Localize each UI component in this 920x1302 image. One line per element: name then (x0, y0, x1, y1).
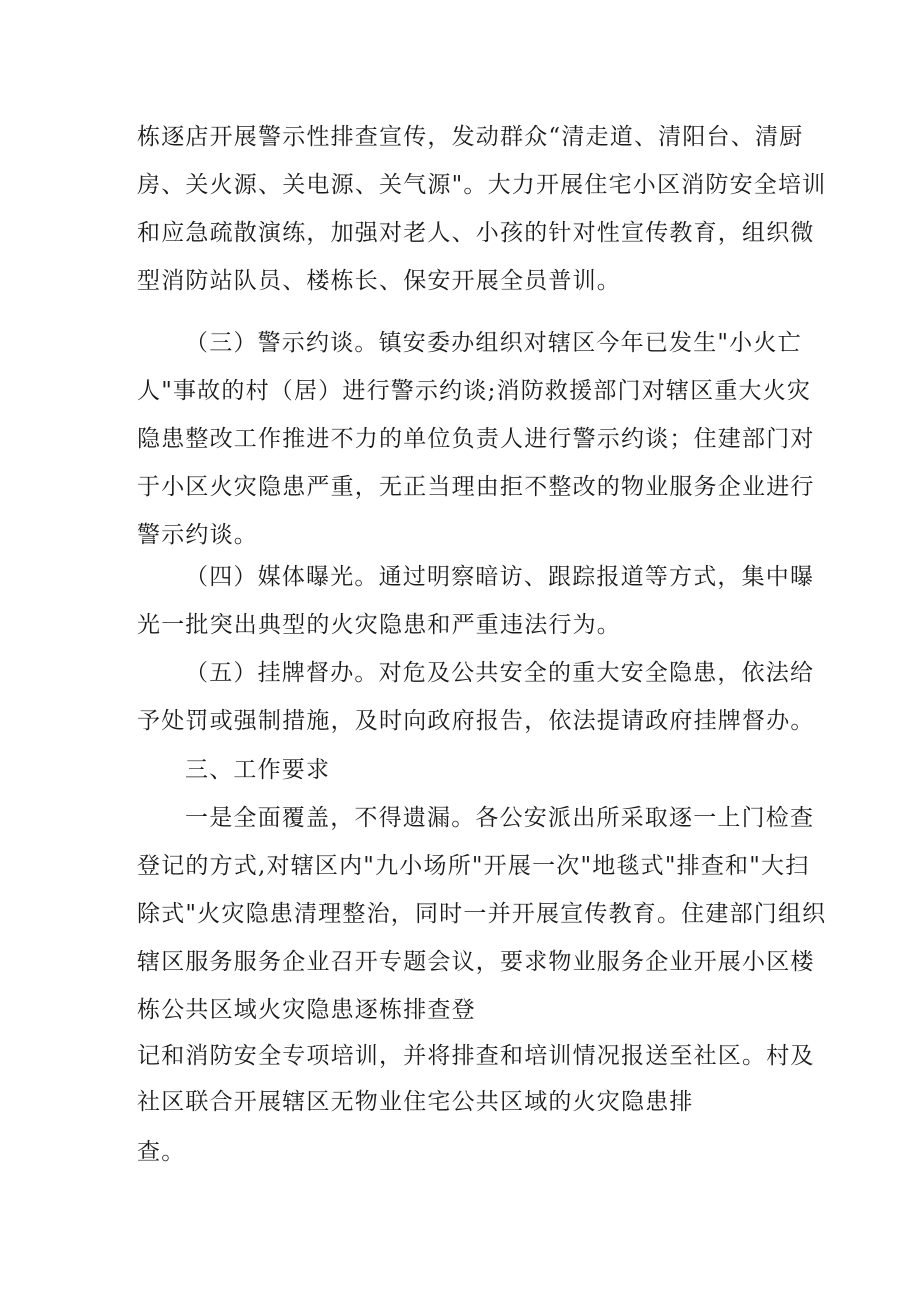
text-line: 警示约谈。 (137, 522, 258, 548)
text-line: 除式"火灾隐患清理整治，同时一并开展宣传教育。住建部门组织 (137, 901, 827, 927)
text-line: 于小区火灾隐患严重，无正当理由拒不整改的物业服务企业进行 (137, 474, 815, 500)
paragraph-start-line: 一是全面覆盖，不得遗漏。各公安派出所采取逐一上门检查 (185, 805, 815, 831)
text-line: 记和消防安全专项培训，并将排查和培训情况报送至社区。村及 (137, 1043, 815, 1069)
text-line: 房、关火源、关电源、关气源"。大力开展住宅小区消防安全培训 (137, 172, 827, 198)
text-line: 栋逐店开展警示性排查宣传，发动群众“清走道、清阳台、清厨 (137, 124, 804, 150)
paragraph-start-line: （三）警示约谈。镇安委办组织对辖区今年已发生"小火亡 (185, 330, 802, 356)
paragraph-start-line: （四）媒体曝光。通过明察暗访、跟踪报道等方式，集中曝 (185, 564, 815, 590)
paragraph-start-line: （五）挂牌督办。对危及公共安全的重大安全隐患，依法给 (185, 660, 815, 686)
text-line: 栋公共区域火灾隐患逐栋排查登 (137, 997, 476, 1023)
text-line: 辖区服务服务企业召开专题会议，要求物业服务企业开展小区楼 (137, 949, 815, 975)
text-line: 予处罚或强制措施，及时向政府报告，依法提请政府挂牌督办。 (137, 708, 815, 734)
text-line: 人"事故的村（居）进行警示约谈;消防救援部门对辖区重大火灾 (137, 378, 812, 404)
text-line: 登记的方式,对辖区内"九小场所"开展一次"地毯式"排查和"大扫 (137, 853, 810, 879)
text-line: 型消防站队员、楼栋长、保安开展全员普训。 (137, 268, 621, 294)
text-line: 查。 (137, 1139, 186, 1165)
text-line: 光一批突出典型的火灾隐患和严重违法行为。 (137, 612, 621, 638)
section-heading: 三、工作要求 (185, 757, 331, 783)
text-line: 和应急疏散演练，加强对老人、小孩的针对性宣传教育，组织微 (137, 220, 815, 246)
text-line: 社区联合开展辖区无物业住宅公共区域的火灾隐患排 (137, 1089, 694, 1115)
text-line: 隐患整改工作推进不力的单位负责人进行警示约谈；住建部门对 (137, 426, 815, 452)
